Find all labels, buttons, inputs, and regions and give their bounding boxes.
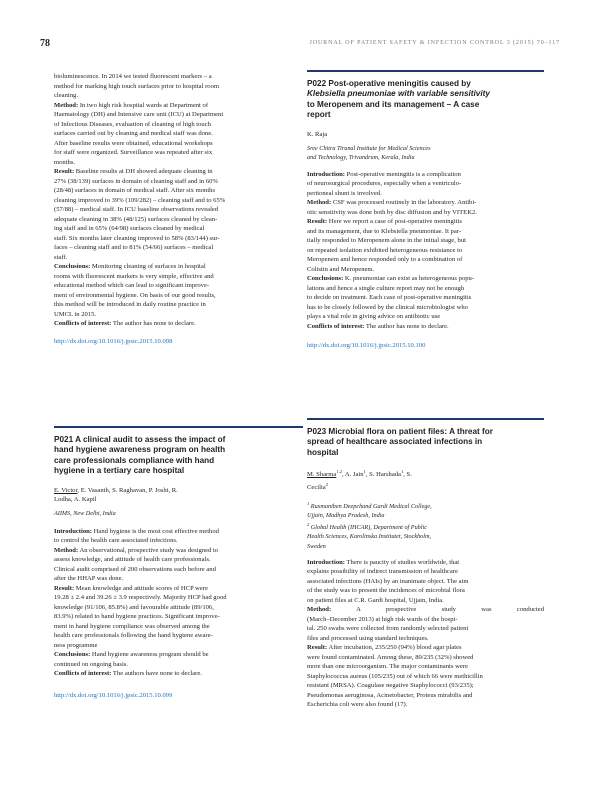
intro-line: explains possibility of indirect transmission of healthcare (307, 568, 458, 576)
abstract-p021 (54, 435, 303, 700)
result-line: tially responded to Meropenem alone in the initial stage, but (307, 237, 466, 245)
abstract-p023 (307, 427, 544, 710)
result-line: staff. Six months later cleaning improved to 58% (83/144) sur- (54, 234, 220, 242)
abstract-title: spread of healthcare associated infections in (307, 437, 483, 447)
method-line: months. (54, 158, 76, 166)
method-text: In two high risk hospital wards at Department of (78, 101, 209, 109)
intro-text: Post-operative meningitis is a complication (344, 170, 461, 178)
author-sup: 1 (400, 469, 404, 475)
continuation-line: method for marking high touch surfaces prior to hospital room (54, 82, 219, 90)
result-line: ment in hand hygiene compliance was observed among the (54, 622, 210, 630)
author-sup: 2 (325, 481, 328, 487)
section-divider (307, 418, 544, 420)
intro-label: Introduction: (307, 170, 345, 178)
method-line: files and processed using standard techniques. (307, 634, 429, 642)
result-line: ing staff and in 65% (64/98) surfaces cleaned by medical (54, 225, 205, 232)
method-line: Haematology (DH) and Intensive care unit (ICU) at Department (54, 111, 224, 118)
result-line: health care professionals following the hand hygiene aware- (54, 632, 213, 640)
conclusions-label: Conclusions: (54, 263, 91, 270)
intro-line: associated infections (HAIs) by an inanimate object. The aim (307, 577, 469, 585)
abstract-title: hand hygiene awareness program on health (54, 445, 226, 455)
method-line (54, 546, 303, 556)
conclusions-line (54, 650, 303, 660)
doi-link[interactable]: http://dx.doi.org/10.1016/j.jpsic.2015.10.099 (54, 691, 173, 699)
result-line: on repeated isolation exhibited heterogeneous resistance to (307, 246, 463, 254)
result-text: Here we report a case of post-operative meningitis (327, 218, 462, 226)
conclusions-line: this method will be introduced in daily routine practice in (54, 301, 206, 308)
author-line: K. Raja (307, 130, 328, 138)
result-text: Baseline results at DH showed adequate cleaning in (74, 168, 213, 175)
result-line: 19.28 ± 2.4 and 39.26 ± 3.9 respectively. Majority HCP had good (54, 594, 227, 602)
result-line (54, 167, 303, 177)
abstract-title: P023 Microbial flora on patient files: A threat for (307, 427, 493, 436)
method-line: Clinical audit comprised of 200 observations each before and (54, 565, 216, 573)
abstract-title: hygiene in a tertiary care hospital (54, 466, 185, 476)
result-line: (28/48) surfaces in domain of medical staff. After six months (54, 187, 216, 194)
conflicts-text: The author has none to declare. (111, 320, 196, 327)
abstract-title: P021 A clinical audit to assess the impact of (54, 435, 226, 444)
abstract-title: Klebsiella pneumoniae with variable sensitivity (307, 89, 490, 99)
result-line: (57/88) – medical staff. In ICU baseline observations revealed (54, 206, 219, 213)
running-head: JOURNAL OF PATIENT SAFETY & INFECTION CONTROL 3 (2015) 70–117 (309, 40, 560, 46)
author-name: , S. Harshada (365, 471, 401, 479)
intro-line: to control the health care associated infections. (54, 537, 178, 545)
author-line (307, 467, 544, 480)
affiliation: Health Sciences, Karolinska Institutet, Stockholm, (307, 533, 432, 541)
result-line: Colistin and Meropenem. (307, 265, 375, 273)
author-line (54, 486, 303, 496)
conflicts-line (54, 669, 303, 679)
intro-line (307, 558, 544, 568)
author-name: , S. (403, 471, 412, 479)
affiliation: Sweden (307, 542, 326, 550)
author-sup: 1 (363, 469, 366, 475)
result-line: 27% (38/139) surfaces in domain of cleaning staff and in 60% (54, 177, 218, 185)
method-line: otic sensitivity was done both by disc diffusion and by VITEK2. (307, 208, 477, 216)
method-line (54, 101, 303, 111)
abstract-title: report (307, 110, 331, 120)
method-text: CSF was processed routinely in the laboratory. Antibi- (331, 199, 477, 207)
result-line: ness programme (54, 641, 98, 649)
doi-link[interactable]: http://dx.doi.org/10.1016/j.jpsic.2015.10.098 (54, 337, 173, 345)
conclusions-line (54, 262, 303, 272)
result-line: adequate cleaning in 38% (48/125) surfaces cleaned by clean- (54, 215, 218, 223)
result-line: Pseudomonas aeruginosa, Acinetobacter, Proteus mirabilis and (307, 691, 473, 699)
intro-line: of neurosurgical procedures, especially when a ventriculo- (307, 180, 462, 188)
result-line: knowledge (91/106, 85.8%) and favourable attitude (89/106, (54, 603, 214, 611)
result-line: more than one microorganism. The major contaminants were (307, 663, 468, 671)
intro-label: Introduction: (54, 527, 92, 535)
affil-number: 1 (307, 500, 310, 506)
method-text: A prospective study was conducted (331, 606, 544, 614)
result-line: 83.9%) related to hand hygiene practices. Significant improve- (54, 613, 220, 621)
result-line: Escherichia coli were also found (17). (307, 701, 408, 709)
method-line: After baseline results were obtained, educational workshops (54, 139, 213, 147)
conclusions-line: lations and hence a single culture report may not be enough (307, 284, 465, 292)
presenting-author: M. Sharma (307, 471, 337, 479)
section-divider (54, 426, 303, 428)
result-line: were found contaminated. Among these, 80/235 (32%) showed (307, 653, 474, 661)
affiliation (307, 520, 544, 532)
conclusions-line: ment of environmental hygiene. On basis of our good results, (54, 291, 216, 299)
affiliation: and Technology, Trivandrum, Kerala, India (307, 154, 415, 162)
method-line (307, 198, 544, 208)
method-text: An observational, prospective study was designed to (78, 546, 219, 554)
result-label: Result: (54, 584, 75, 592)
conclusions-text: Hand hygiene awareness program should be (90, 651, 209, 659)
conflicts-label: Conflicts of interest: (54, 320, 112, 327)
result-line: Meropenem and hence responded only to a combination of (307, 256, 463, 264)
affiliation: AIIMS, New Delhi, India (54, 509, 116, 517)
author-line: Lodha, A. Kapil (54, 496, 97, 504)
left-continuation (54, 72, 303, 346)
presenting-author: E. Victor (54, 486, 78, 494)
result-label: Result: (307, 644, 328, 652)
result-label: Result: (307, 218, 328, 226)
intro-line: on patient files at C.R. Gardi hospital, Ujjain, India. (307, 596, 444, 604)
conflicts-text: The authors have none to declare. (111, 670, 202, 678)
author-name: Cecilia (307, 484, 326, 492)
result-line: and its management, due to Klebsiella pneumoniae. It par- (307, 227, 462, 235)
intro-line (54, 527, 303, 537)
intro-line (307, 170, 544, 180)
result-text: Mean knowledge and attitude scores of HCP were (74, 584, 208, 592)
affil-text: Ruxmaniben Deepchand Gardi Medical College, (310, 502, 432, 510)
method-line: for staff were organized. Surveillance was repeated after six (54, 149, 213, 156)
method-label: Method: (54, 101, 79, 109)
method-line: assess knowledge, and attitude of health care professionals. (54, 556, 211, 564)
method-line: (March–December 2013) at high risk wards of the hospi- (307, 615, 458, 623)
affil-text: Global Health (IHCAR), Department of Public (310, 524, 427, 532)
conclusions-line: UMCL in 2015. (54, 310, 97, 318)
abstract-p022 (307, 79, 544, 351)
conclusions-line: to decide on treatment. Each case of post-operative meningitis (307, 294, 472, 302)
author-line (307, 480, 544, 493)
result-line: faces – cleaning staff and to 81% (54/66) surfaces – medical (54, 244, 214, 251)
result-line (307, 217, 544, 227)
intro-text: There is paucity of studies worldwide, that (344, 558, 460, 566)
conclusions-text: Monitoring cleaning of surfaces in hospital (90, 263, 206, 270)
conflicts-line (307, 322, 544, 332)
author-sup: 1,2 (336, 469, 342, 475)
conclusions-line: plays a vital role in giving advice on antibiotic use (307, 313, 441, 321)
method-line: tal. 250 swabs were collected from randomly selected patient (307, 625, 469, 633)
conclusions-line: rooms with fluorescent markers is very simple, effective and (54, 272, 214, 280)
conflicts-text: The author has none to declare. (364, 322, 449, 330)
method-line (307, 605, 544, 615)
page-number: 78 (40, 38, 50, 49)
result-line (54, 584, 303, 594)
conclusions-line: has to be closely followed by the clinical microbiologist who (307, 303, 468, 311)
doi-link[interactable]: http://dx.doi.org/10.1016/j.jpsic.2015.10.100 (307, 342, 426, 350)
intro-text: Hand hygiene is the most cost effective method (91, 527, 219, 535)
authors-rest: , E. Vasanth, S. Raghavan, P. Joshi, R. (77, 486, 178, 494)
affiliation: Ujjain, Madhya Pradesh, India (307, 511, 385, 519)
abstract-title: care professionals compliance with hand (54, 455, 215, 465)
method-label: Method: (307, 199, 332, 207)
conclusions-line: continued on ongoing basis. (54, 660, 128, 668)
method-line: of Infectious Diseases, evaluation of cleaning of high touch (54, 120, 211, 128)
affil-number: 2 (307, 522, 310, 528)
method-label: Method: (307, 606, 332, 614)
continuation-line: bioluminescence. In 2014 we tested fluorescent markers – a (54, 73, 212, 80)
result-line: resistant (MRSA). Coagulase negative Staphylococci (93/235); (307, 682, 474, 690)
result-line (307, 643, 544, 653)
result-line: cleaning improved to 39% (109/282) – cleaning staff and to 65% (54, 196, 226, 204)
method-label: Method: (54, 546, 79, 554)
conclusions-line (307, 274, 544, 284)
result-line: Staphylococcus aureus (105/235) out of which 66 were methicillin (307, 672, 483, 680)
result-line: staff. (54, 253, 68, 261)
author-name: , A. Jain (341, 471, 364, 479)
method-line: after the HHAP was done. (54, 575, 124, 583)
conflicts-line (54, 319, 303, 329)
intro-label: Introduction: (307, 558, 345, 566)
abstract-title: hospital (307, 447, 339, 457)
abstract-title: to Meropenem and its management – A case (307, 99, 480, 109)
conflicts-label: Conflicts of interest: (54, 670, 112, 678)
conclusions-label: Conclusions: (307, 275, 344, 283)
abstract-title: P022 Post-operative meningitis caused by (307, 79, 471, 88)
section-divider (307, 70, 544, 72)
affiliation: Sree Chitra Tirunal Institute for Medical Sciences (307, 145, 431, 153)
conflicts-label: Conflicts of interest: (307, 322, 365, 330)
result-text: After incubation, 235/250 (94%) blood agar plates (327, 644, 462, 652)
result-label: Result: (54, 168, 75, 175)
affiliation (307, 499, 544, 511)
intro-line: peritoneal shunt is involved. (307, 189, 382, 197)
conclusions-text: K. pneumoniae can exist as heterogeneous popu- (343, 275, 475, 283)
conclusions-line: educational method which can lead to significant improve- (54, 282, 210, 289)
continuation-line: cleaning. (54, 92, 78, 99)
intro-line: of the study was to present the incidences of microbial flora (307, 587, 465, 595)
conclusions-label: Conclusions: (54, 651, 91, 659)
method-line: surfaces carried out by cleaning and medical staff was done. (54, 130, 213, 137)
